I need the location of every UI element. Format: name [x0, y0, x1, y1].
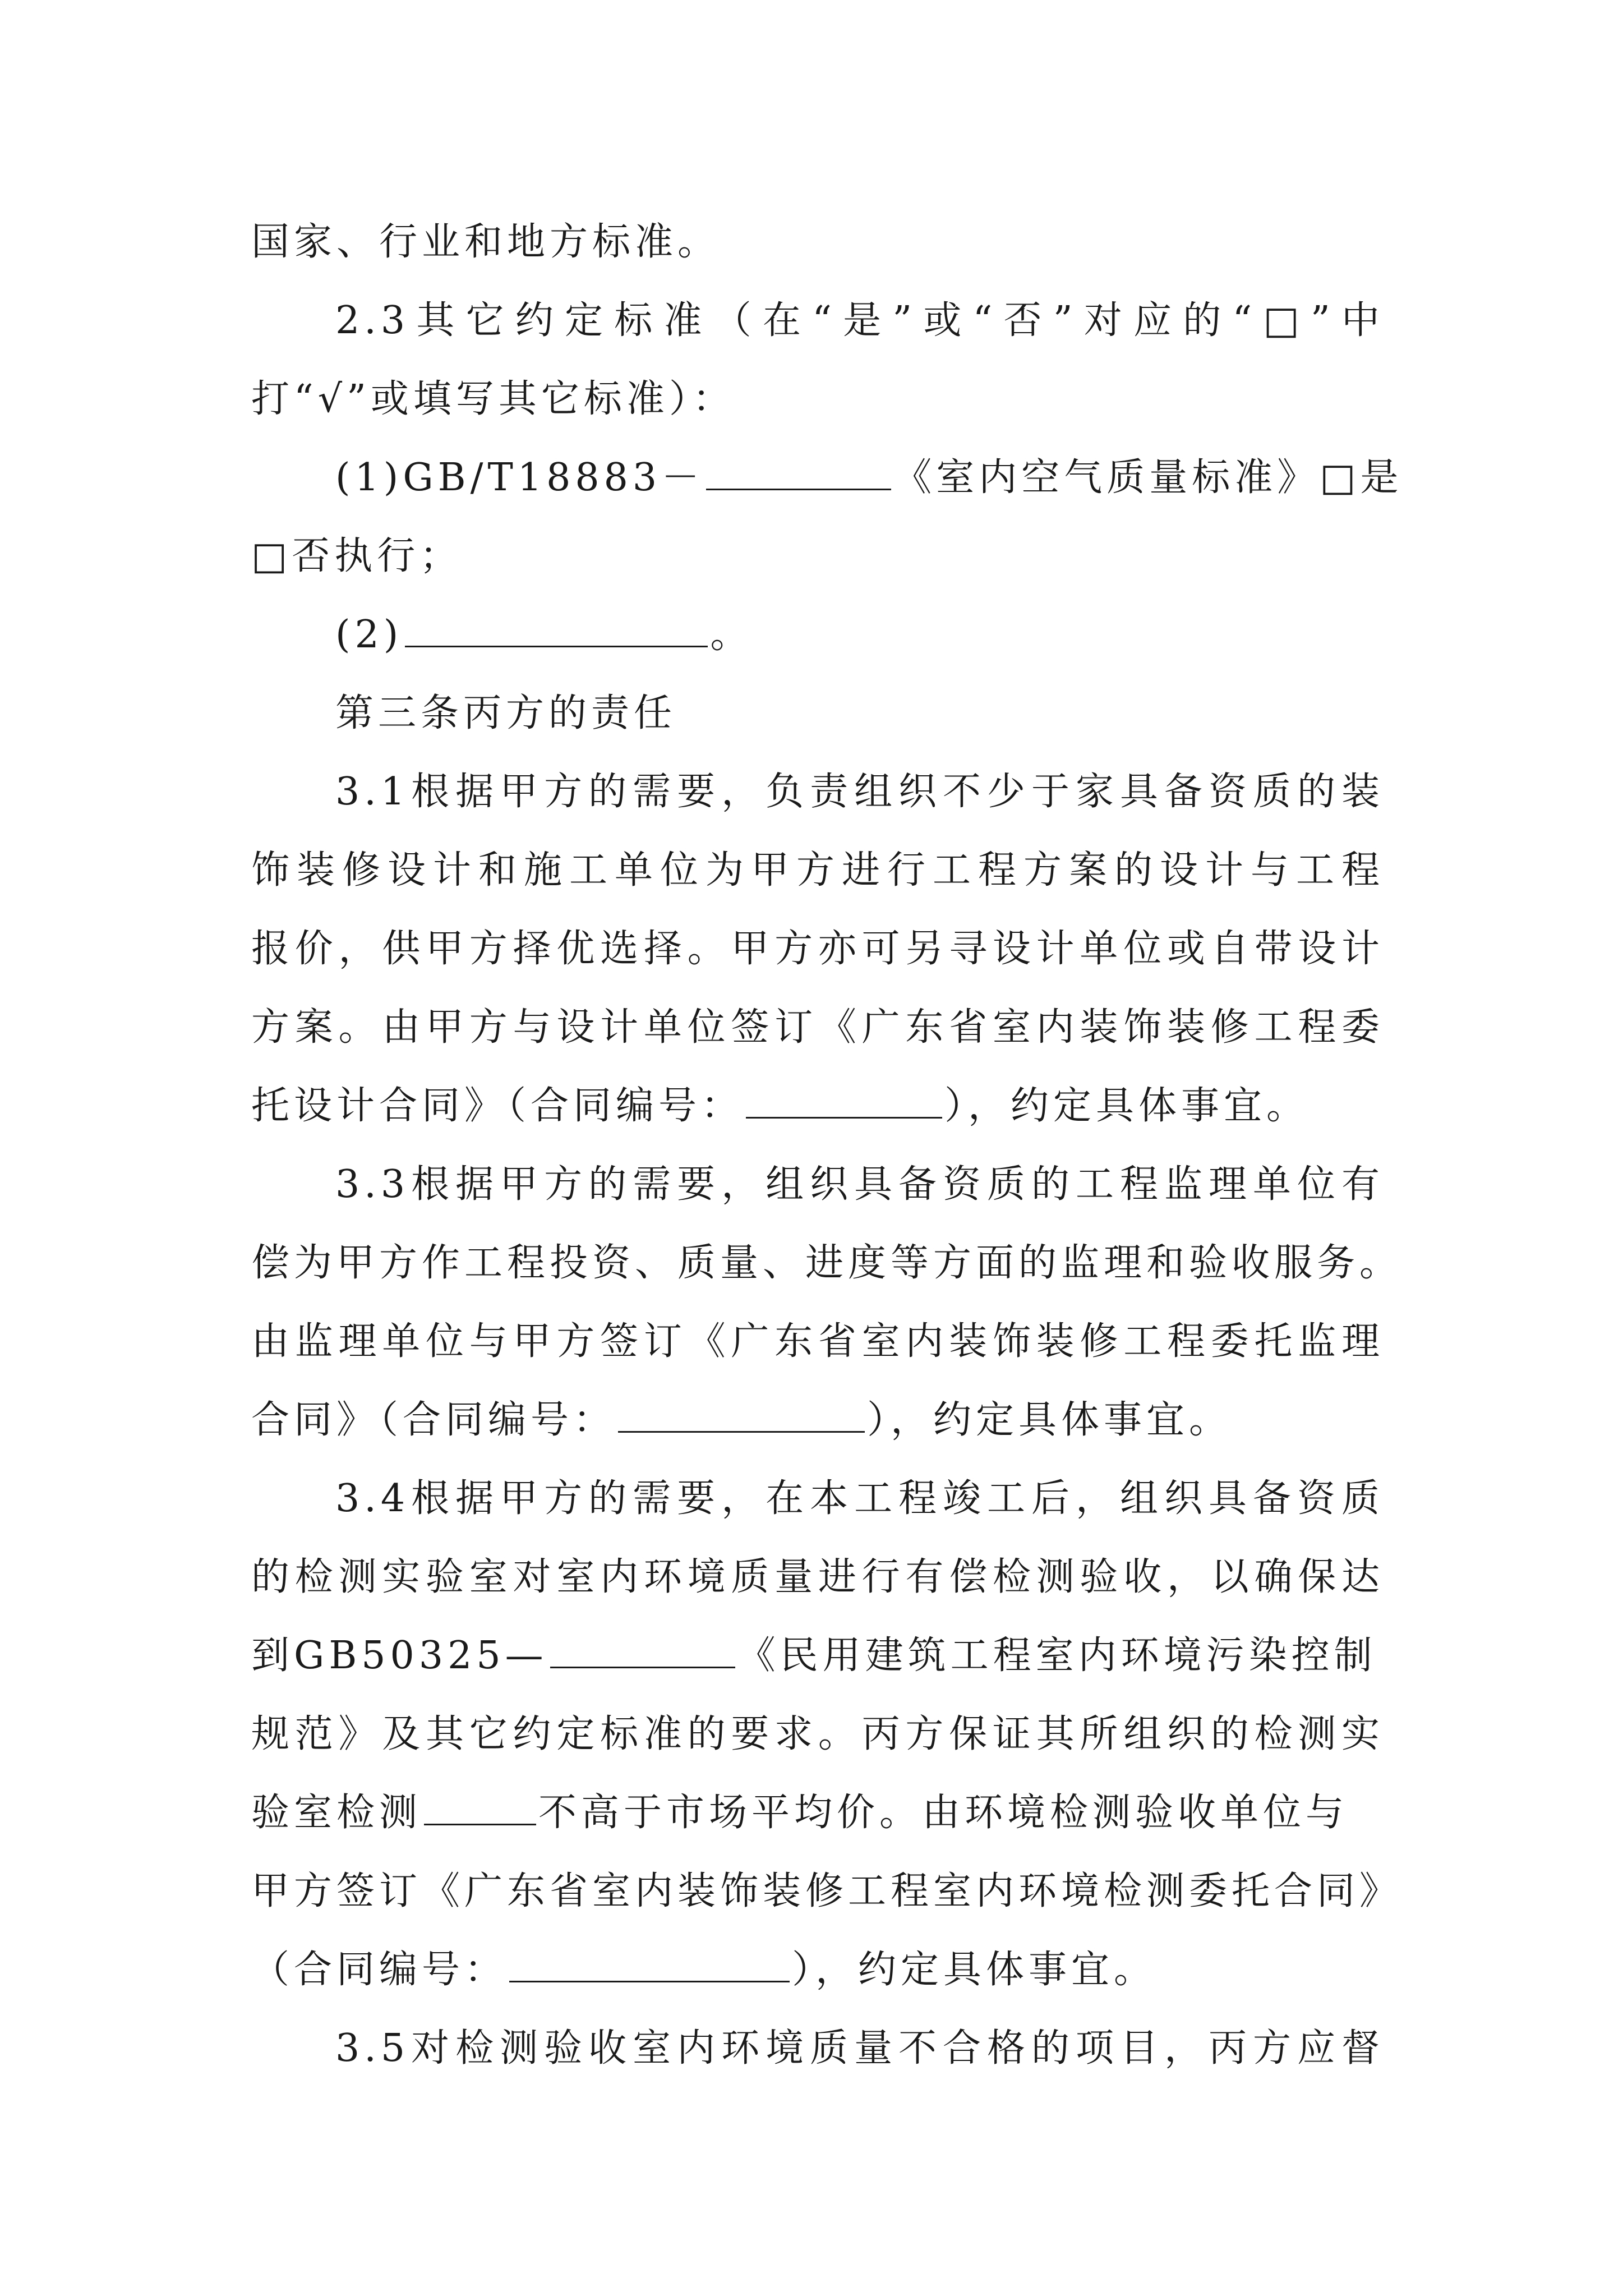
line-text: （合同编号： [251, 1948, 508, 1992]
text-line [335, 1460, 1384, 1538]
text-line [251, 1381, 1384, 1460]
text-line [251, 1774, 1384, 1852]
text-line [335, 753, 1384, 831]
fill-in-blank [424, 1784, 536, 1825]
text-line [335, 439, 1403, 517]
fill-in-blank [618, 1392, 865, 1433]
line-text: ），约定具体事宜。 [867, 1398, 1232, 1442]
text-line [251, 1538, 1384, 1617]
line-text: 3.3根据甲方的需要，组织具备资质的工程监理单位有 [335, 1162, 1384, 1207]
fill-in-blank [706, 449, 891, 490]
line-text: 甲方签订《广东省室内装饰装修工程室内环境检测委托合同》 [251, 1869, 1403, 1913]
text-line [251, 831, 1384, 910]
text-line [251, 1931, 1384, 2009]
line-text: □否执行； [251, 534, 463, 578]
line-text: 的检测实验室对室内环境质量进行有偿检测验收，以确保达 [251, 1555, 1384, 1599]
line-text: ），约定具体事宜。 [792, 1948, 1157, 1992]
fill-in-blank [550, 1627, 735, 1668]
line-text: 不高于市场平均价。由环境检测验收单位与 [538, 1791, 1349, 1835]
line-text: 《室内空气质量标准》□是 [893, 455, 1403, 500]
line-text: 托设计合同》（合同编号： [251, 1084, 744, 1128]
line-text: 国家、行业和地方标准。 [251, 220, 721, 264]
fill-in-blank [746, 1078, 942, 1119]
line-text: 3.4根据甲方的需要，在本工程竣工后，组织具备资质 [335, 1476, 1384, 1521]
line-text: 合同》（合同编号： [251, 1398, 616, 1442]
text-line [335, 1145, 1384, 1224]
text-line [251, 1303, 1384, 1381]
line-text: 《民用建筑工程室内环境污染控制 [737, 1634, 1377, 1678]
text-line [251, 910, 1384, 988]
text-line [251, 360, 1384, 439]
line-text: 验室检测 [251, 1791, 422, 1835]
text-line [251, 1067, 1384, 1145]
line-text: (2) [335, 613, 403, 657]
text-line [335, 596, 1384, 674]
text-line [251, 1224, 1403, 1303]
line-text: (1)GB/T18883－ [335, 455, 704, 500]
text-line [335, 2009, 1384, 2088]
line-text: 。 [710, 613, 753, 657]
line-text: 打“√”或填写其它标准）： [251, 377, 735, 421]
text-line [251, 988, 1384, 1067]
text-line [335, 282, 1384, 360]
line-text: 第三条丙方的责任 [335, 691, 677, 735]
line-text: 报价，供甲方择优选择。甲方亦可另寻设计单位或自带设计 [251, 927, 1384, 971]
line-text: ），约定具体事宜。 [944, 1084, 1310, 1128]
line-text: 3.5对检测验收室内环境质量不合格的项目，丙方应督 [335, 2026, 1384, 2070]
line-text: 由监理单位与甲方签订《广东省室内装饰装修工程委托监理 [251, 1319, 1384, 1364]
text-line [251, 1852, 1403, 1931]
text-line [251, 517, 1384, 596]
fill-in-blank [405, 606, 708, 647]
line-text: 规范》及其它约定标准的要求。丙方保证其所组织的检测实 [251, 1712, 1384, 1756]
line-text: 2.3其它约定标准（在“是”或“否”对应的“□”中 [335, 298, 1384, 343]
section-heading [335, 674, 1384, 753]
line-text: 饰装修设计和施工单位为甲方进行工程方案的设计与工程 [251, 848, 1384, 892]
line-text: 3.1根据甲方的需要，负责组织不少于家具备资质的装 [335, 770, 1384, 814]
fill-in-blank [509, 1941, 790, 1982]
line-text: 方案。由甲方与设计单位签订《广东省室内装饰装修工程委 [251, 1005, 1384, 1050]
text-line [251, 1695, 1384, 1774]
text-line [251, 1617, 1384, 1695]
text-line [251, 203, 1384, 282]
line-text: 偿为甲方作工程投资、质量、进度等方面的监理和验收服务。 [251, 1241, 1403, 1285]
line-text: 到GB50325— [251, 1634, 548, 1678]
